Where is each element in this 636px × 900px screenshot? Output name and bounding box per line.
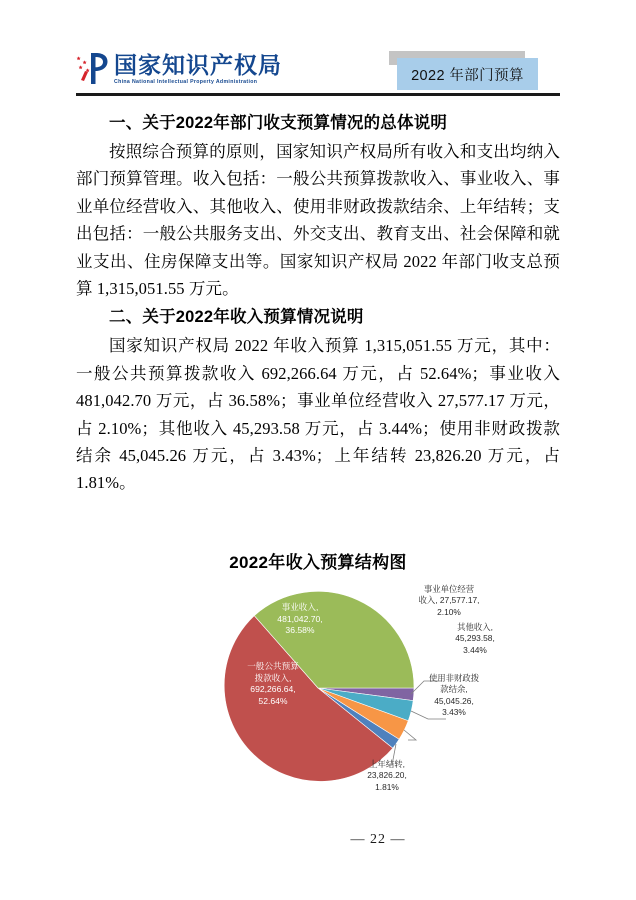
pie-chart-figure: [0, 580, 636, 820]
logo-text: [114, 53, 282, 86]
pie-label-shiye: 事业收入, 481,042.70, 36.58%: [277, 602, 323, 636]
pie-label-bokuan: 一般公共预算 拨款收入, 692,266.64, 52.64%: [247, 661, 299, 706]
leader-jieyu: [404, 730, 416, 740]
section-2-heading: 二、关于2022年收入预算情况说明: [109, 308, 364, 327]
pie-label-qita: 其他收入, 45,293.58, 3.44%: [455, 622, 495, 655]
pie-label-jingying: 事业单位经营 收入, 27,577.17, 2.10%: [418, 584, 480, 617]
section-1-paragraph: 按照综合预算的原则，国家知识产权局所有收入和支出均纳入部门预算管理。收入包括：一般公共预算拨款收入、事业收入、事业单位经营收入、其他收入、使用非财政拨款结余、上年结转；支出包括：一般公共服务支出、外交支出、教育支出、社会保障和就业支出、住房保障支出等。国家知识产权局 2022 年部门收支总预算 1,315,051.55 万元。: [76, 142, 560, 299]
header-divider-rule: [76, 93, 560, 96]
page-footer: [0, 830, 636, 848]
document-body: [76, 108, 560, 497]
cnipa-logo: [76, 50, 282, 86]
chart-title: 2022年收入预算结构图: [229, 553, 407, 572]
section-2-paragraph: 国家知识产权局 2022 年收入预算 1,315,051.55 万元，其中：一般公共预算拨款收入 692,266.64 万元，占 52.64%；事业收入 481,042.70 万元，占 36.58%；事业单位经营收入 27,577.17 万元，占 2.10%；其他收入 45,293.58 万元，占 3.44%；使用非财政拨款结余 45,045.26 万元，占 3.43%；上年结转 23,826.20 万元，占 1.81%。: [76, 336, 560, 493]
cnipa-emblem-icon: [76, 50, 110, 86]
pie-label-jieyu: 使用非财政拨 款结余, 45,045.26, 3.43%: [428, 673, 480, 718]
page-header: [0, 0, 636, 100]
logo-chinese-name: 国家知识产权局: [114, 51, 282, 78]
pie-label-jiezhuan: 上年结转, 23,826.20, 1.81%: [367, 759, 407, 792]
page-number: — 22 —: [350, 832, 406, 847]
section-1-heading: 一、关于2022年部门收支预算情况的总体说明: [109, 114, 448, 132]
header-title-label: 2022 年部门预算: [411, 67, 524, 84]
income-structure-chart: [0, 548, 636, 818]
logo-english-name: China National Intellectual Property Administration: [114, 79, 258, 85]
